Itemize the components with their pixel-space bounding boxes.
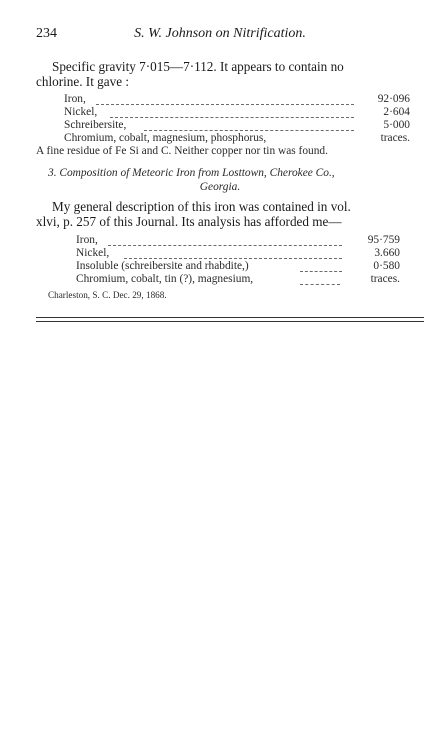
row-value-schreibersite: 5·000 — [383, 119, 410, 131]
page-number: 234 — [36, 26, 57, 41]
row-label-trace-elements: Chromium, cobalt, tin (?), magnesium, — [76, 273, 254, 285]
row-value-iron: 95·759 — [367, 234, 400, 246]
row-value-nickel: 3.660 — [374, 247, 400, 259]
specific-gravity-line: Specific gravity 7·015—7·112. It appears to contain no — [52, 59, 344, 74]
running-title: S. W. Johnson on Nitrification. — [134, 26, 306, 41]
row-label-insoluble: Insoluble (schreibersite and rhabdite,) — [76, 260, 249, 272]
leader-dots — [108, 245, 342, 246]
row-value-trace-elements: traces. — [370, 273, 400, 285]
leader-dots — [300, 284, 340, 285]
leader-dots — [300, 271, 342, 272]
row-label-schreibersite: Schreibersite, — [64, 119, 127, 131]
section-heading-continued: Georgia. — [199, 181, 241, 193]
closing-rule — [36, 321, 424, 322]
row-value-trace-elements: traces. — [380, 132, 410, 144]
row-value-insoluble: 0·580 — [373, 260, 400, 272]
leader-dots — [96, 104, 354, 105]
gave-line: chlorine. It gave : — [36, 74, 130, 89]
row-label-iron: Iron, — [76, 234, 98, 246]
row-value-nickel: 2·604 — [383, 106, 410, 118]
row-label-nickel: Nickel, — [64, 106, 98, 118]
row-value-iron: 92·096 — [377, 93, 410, 105]
row-label-iron: Iron, — [64, 93, 86, 105]
description-line: My general description of this iron was contained in vol. — [52, 199, 351, 214]
closing-rule — [36, 317, 424, 318]
row-label-nickel: Nickel, — [76, 247, 110, 259]
row-label-trace-elements: Chromium, cobalt, magnesium, phosphorus, — [64, 132, 267, 144]
section-heading: 3. Composition of Meteoric Iron from Losttown, Cherokee Co., — [48, 167, 335, 179]
leader-dots — [124, 258, 342, 259]
residue-note: A fine residue of Fe Si and C. Neither copper nor tin was found. — [36, 145, 328, 157]
leader-dots — [144, 130, 354, 131]
analysis-line: xlvi, p. 257 of this Journal. Its analysis has afforded me— — [36, 214, 342, 229]
leader-dots — [110, 117, 354, 118]
dateline: Charleston, S. C. Dec. 29, 1868. — [48, 290, 167, 300]
